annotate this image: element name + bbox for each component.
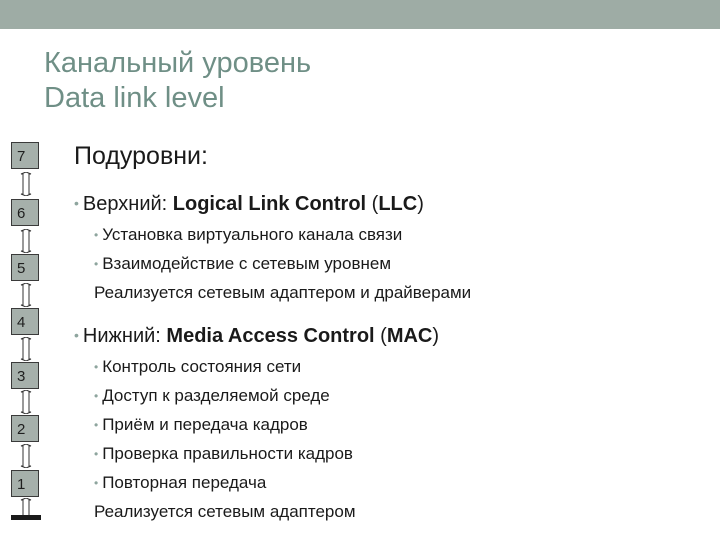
- upper-abbr: LLC: [378, 193, 418, 215]
- lower-abbr: MAC: [386, 325, 433, 347]
- lower-name: Media Access Control: [166, 325, 375, 347]
- list-item-text: Проверка правильности кадров: [102, 444, 353, 463]
- list-item: [94, 414, 308, 436]
- bullet-icon: •: [74, 327, 79, 343]
- upper-abbr-open: (: [366, 193, 379, 215]
- list-item-text: Приём и передача кадров: [102, 415, 308, 434]
- list-item-text: Взаимодействие с сетевым уровнем: [102, 254, 392, 273]
- bullet-icon: •: [74, 195, 79, 211]
- upper-abbr-close: ): [417, 193, 424, 215]
- layer-box-2: 2: [11, 415, 39, 442]
- list-item: [94, 224, 402, 246]
- lower-abbr-close: ): [432, 325, 440, 347]
- list-item-text: Установка виртуального канала связи: [102, 225, 403, 244]
- bullet-icon: •: [94, 228, 99, 242]
- list-item: [94, 385, 330, 407]
- title-line-en: Data link level: [44, 82, 225, 114]
- bullet-icon: •: [94, 447, 99, 461]
- bullet-icon: •: [94, 389, 99, 403]
- list-item: [94, 472, 266, 494]
- layer-box-4: 4: [11, 308, 39, 335]
- bullet-icon: •: [94, 476, 99, 490]
- layer-box-5: 5: [11, 254, 39, 281]
- lower-prefix: Нижний:: [82, 325, 167, 347]
- lower-sublayer-item: [74, 322, 439, 349]
- upper-sublayer-item: [74, 190, 424, 217]
- lower-abbr-open: (: [374, 325, 387, 347]
- layer-box-7: 7: [11, 142, 39, 169]
- layer-box-3: 3: [11, 362, 39, 389]
- list-item: [94, 356, 301, 378]
- bullet-icon: •: [94, 418, 99, 432]
- upper-prefix: Верхний:: [82, 193, 173, 215]
- layer-box-6: 6: [11, 199, 39, 226]
- list-item-text: Контроль состояния сети: [102, 357, 302, 376]
- layer-box-1: 1: [11, 470, 39, 497]
- list-item: [94, 253, 391, 275]
- list-item: [94, 443, 353, 465]
- upper-implementation-note: Реализуется сетевым адаптером и драйверами: [94, 283, 472, 302]
- bullet-icon: •: [94, 360, 99, 374]
- title-line-ru: Канальный уровень: [44, 47, 312, 79]
- bullet-icon: •: [94, 257, 99, 271]
- sublayers-heading: Подуровни:: [74, 142, 208, 170]
- list-item-text: Повторная передача: [102, 473, 267, 492]
- list-item-text: Доступ к разделяемой среде: [102, 386, 330, 405]
- upper-name: Logical Link Control: [172, 193, 367, 215]
- lower-implementation-note: Реализуется сетевым адаптером: [94, 502, 356, 521]
